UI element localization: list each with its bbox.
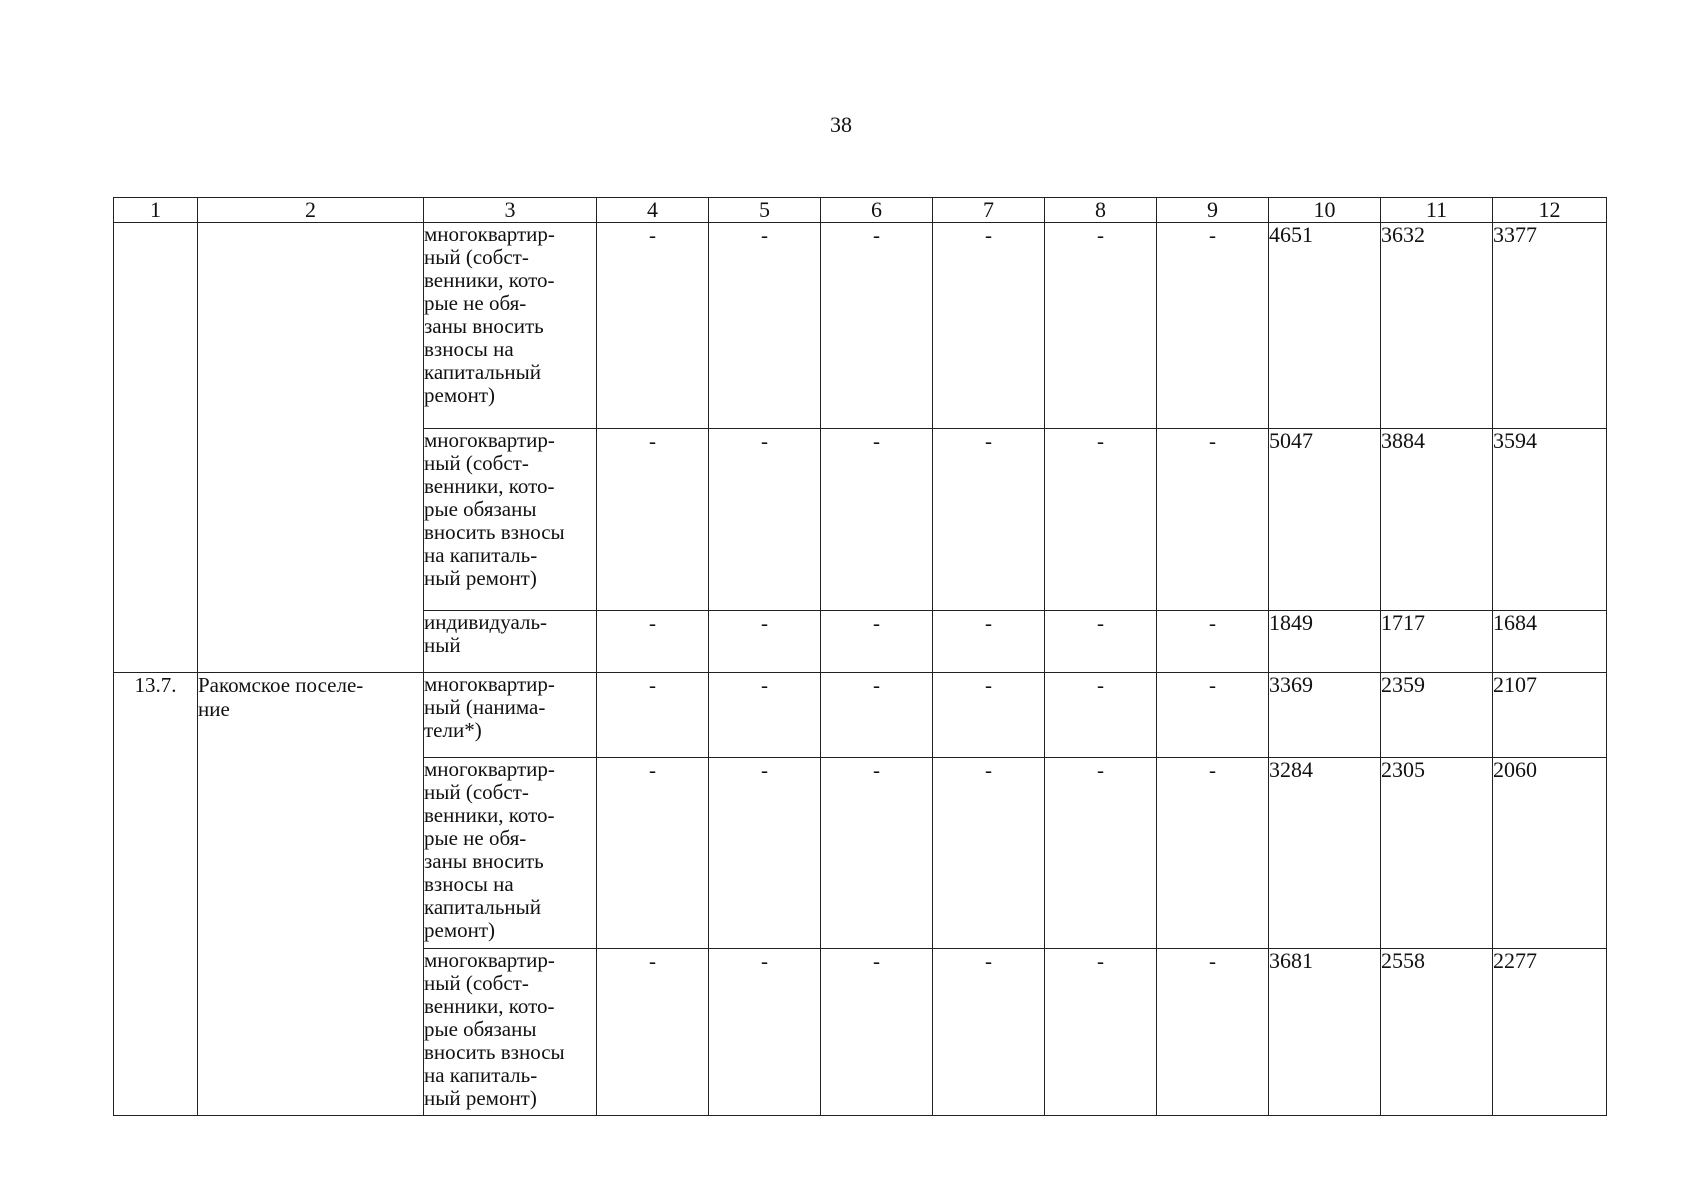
value-cell: 1717 — [1381, 611, 1493, 673]
value-cell: - — [1157, 429, 1269, 611]
value-cell: - — [1045, 673, 1157, 758]
column-header: 9 — [1157, 198, 1269, 223]
value-cell: 3681 — [1269, 949, 1381, 1116]
value-cell: 5047 — [1269, 429, 1381, 611]
value-cell: - — [1157, 758, 1269, 949]
row-number-cell — [114, 223, 198, 673]
column-header: 12 — [1493, 198, 1607, 223]
value-cell: 4651 — [1269, 223, 1381, 429]
tariff-table — [113, 197, 1607, 1116]
column-header: 5 — [709, 198, 821, 223]
housing-type-text: многоквартир- ный (собст- венники, кото- рые не обя- заны вносить взносы на капитальный ремонт) — [424, 222, 555, 407]
value-cell: - — [597, 949, 709, 1116]
value-cell: - — [821, 429, 933, 611]
header-row — [114, 198, 1607, 223]
housing-type-text: многоквартир- ный (собст- венники, кото- рые обязаны вносить взносы на капиталь- ный ремонт) — [424, 428, 565, 590]
value-cell: - — [597, 758, 709, 949]
value-cell: 2277 — [1493, 949, 1607, 1116]
value-cell: 3632 — [1381, 223, 1493, 429]
column-header: 6 — [821, 198, 933, 223]
column-header: 7 — [933, 198, 1045, 223]
column-header: 1 — [114, 198, 198, 223]
housing-type-text: многоквартир- ный (собст- венники, кото- рые не обя- заны вносить взносы на капитальный ремонт) — [424, 757, 555, 942]
page-number: 38 — [830, 112, 852, 137]
value-cell: - — [1157, 673, 1269, 758]
value-cell: - — [709, 611, 821, 673]
value-cell: - — [1157, 223, 1269, 429]
value-cell: 3369 — [1269, 673, 1381, 758]
value-cell: - — [597, 429, 709, 611]
value-cell: - — [1045, 611, 1157, 673]
value-cell: - — [709, 429, 821, 611]
value-cell: - — [709, 758, 821, 949]
housing-type-cell — [424, 611, 597, 673]
housing-type-text: многоквартир- ный (собст- венники, кото- рые обязаны вносить взносы на капиталь- ный ремонт) — [424, 948, 565, 1110]
value-cell: - — [933, 673, 1045, 758]
housing-type-text: многоквартир- ный (нанима- тели*) — [424, 672, 555, 742]
housing-type-cell — [424, 949, 597, 1116]
housing-type-cell — [424, 429, 597, 611]
value-cell: - — [1045, 758, 1157, 949]
value-cell: - — [821, 611, 933, 673]
value-cell: - — [933, 758, 1045, 949]
value-cell: - — [709, 223, 821, 429]
value-cell: - — [1045, 949, 1157, 1116]
housing-type-cell — [424, 758, 597, 949]
value-cell: - — [597, 673, 709, 758]
value-cell: - — [933, 429, 1045, 611]
settlement-name-cell — [198, 223, 424, 673]
value-cell: - — [1157, 949, 1269, 1116]
settlement-name-cell: Ракомское поселе- ние — [198, 673, 424, 1116]
value-cell: 2107 — [1493, 673, 1607, 758]
row-number-cell: 13.7. — [114, 673, 198, 1116]
value-cell: - — [821, 758, 933, 949]
value-cell: - — [709, 673, 821, 758]
value-cell: - — [1157, 611, 1269, 673]
value-cell: - — [933, 949, 1045, 1116]
column-header: 10 — [1269, 198, 1381, 223]
housing-type-text: индивидуаль- ный — [424, 610, 548, 657]
value-cell: - — [1045, 223, 1157, 429]
value-cell: - — [597, 223, 709, 429]
column-header: 11 — [1381, 198, 1493, 223]
table-row — [114, 673, 1607, 758]
value-cell: 3594 — [1493, 429, 1607, 611]
table-row — [114, 223, 1607, 429]
value-cell: 2558 — [1381, 949, 1493, 1116]
value-cell: 3284 — [1269, 758, 1381, 949]
value-cell: - — [933, 223, 1045, 429]
value-cell: 2060 — [1493, 758, 1607, 949]
value-cell: 3377 — [1493, 223, 1607, 429]
column-header: 8 — [1045, 198, 1157, 223]
housing-type-cell — [424, 673, 597, 758]
value-cell: 3884 — [1381, 429, 1493, 611]
value-cell: - — [709, 949, 821, 1116]
column-header: 2 — [198, 198, 424, 223]
value-cell: - — [933, 611, 1045, 673]
value-cell: - — [597, 611, 709, 673]
value-cell: 2359 — [1381, 673, 1493, 758]
value-cell: 2305 — [1381, 758, 1493, 949]
value-cell: 1849 — [1269, 611, 1381, 673]
value-cell: - — [1045, 429, 1157, 611]
column-header: 3 — [424, 198, 597, 223]
value-cell: - — [821, 673, 933, 758]
value-cell: - — [821, 949, 933, 1116]
value-cell: 1684 — [1493, 611, 1607, 673]
housing-type-cell — [424, 223, 597, 429]
column-header: 4 — [597, 198, 709, 223]
value-cell: - — [821, 223, 933, 429]
